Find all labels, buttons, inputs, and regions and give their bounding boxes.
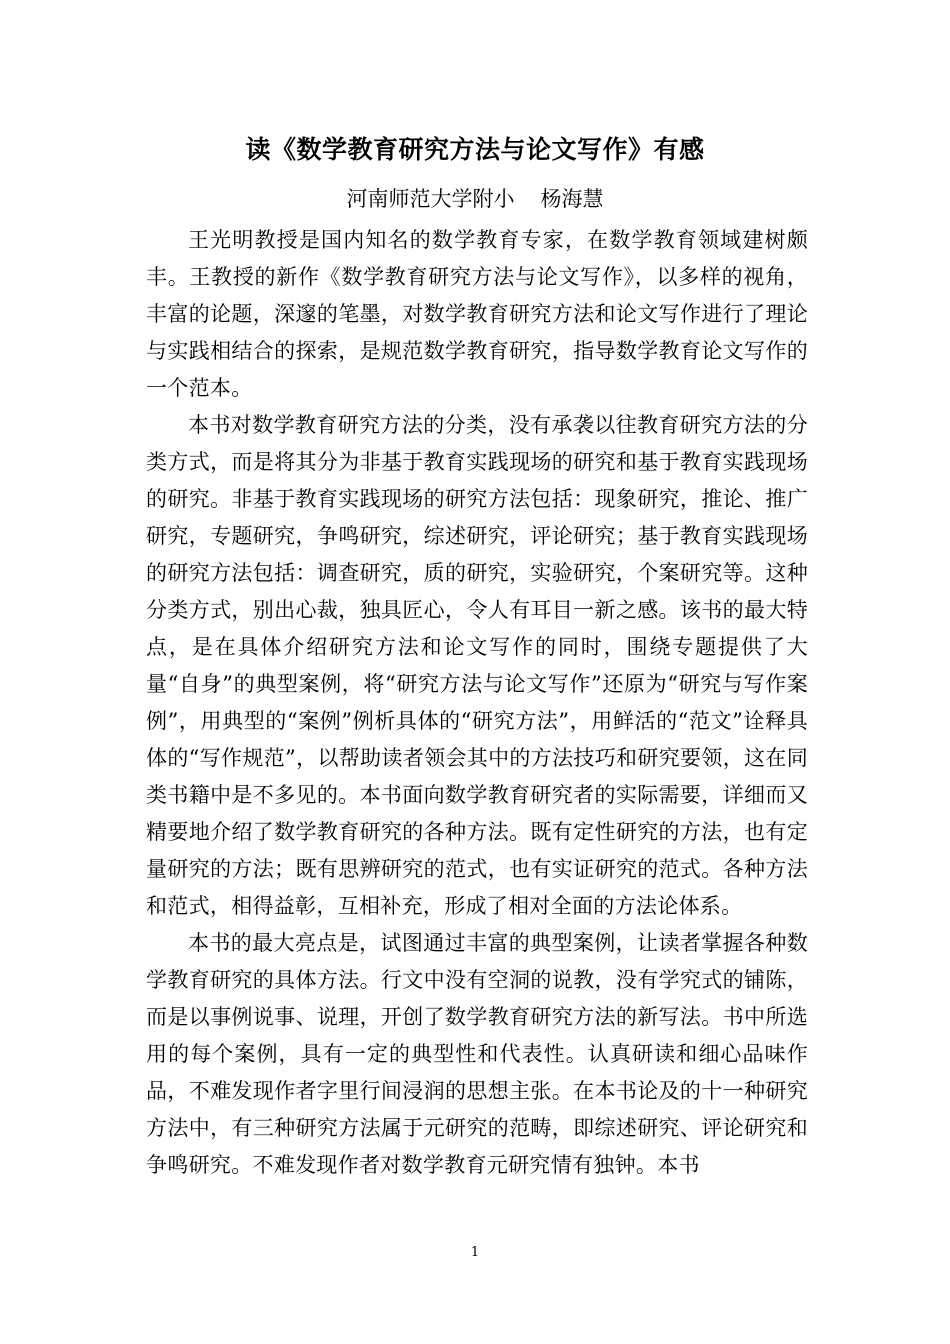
document-body: [146, 222, 808, 1184]
author-affiliation: 河南师范大学附小: [346, 187, 515, 211]
body-paragraph-2: 本书对数学教育研究方法的分类，没有承袭以往教育研究方法的分类方式，而是将其分为非基于教育实践现场的研究和基于教育实践现场的研究。非基于教育实践现场的研究方法包括：现象研究，推论、推广研究，专题研究，争鸣研究，综述研究，评论研究；基于教育实践现场的研究方法包括：调查研究，质的研究，实验研究，个案研究等。这种分类方式，别出心裁，独具匠心，令人有耳目一新之感。该书的最大特点，是在具体介绍研究方法和论文写作的同时，围绕专题提供了大量“自身”的典型案例，将“研究方法与论文写作”还原为“研究与写作案例”，用典型的“案例”例析具体的“研究方法”，用鲜活的“范文”诠释具体的“写作规范”，以帮助读者领会其中的方法技巧和研究要领，这在同类书籍中是不多见的。本书面向数学教育研究者的实际需要，详细而又精要地介绍了数学教育研究的各种方法。既有定性研究的方法，也有定量研究的方法；既有思辨研究的范式，也有实证研究的范式。各种方法和范式，相得益彰，互相补充，形成了相对全面的方法论体系。: [146, 413, 808, 918]
body-paragraph-1: 王光明教授是国内知名的数学教育专家，在数学教育领域建树颇丰。王教授的新作《数学教育研究方法与论文写作》，以多样的视角，丰富的论题，深邃的笔墨，对数学教育研究方法和论文写作进行了理论与实践相结合的探索，是规范数学教育研究，指导数学教育论文写作的一个范本。: [146, 228, 808, 400]
page-number: 1: [470, 1245, 480, 1260]
document-title: 读《数学教育研究方法与论文写作》有感: [245, 135, 705, 164]
author-name: 杨海慧: [540, 187, 604, 211]
author-byline: [0, 182, 950, 216]
body-paragraph-3: 本书的最大亮点是，试图通过丰富的典型案例，让读者掌握各种数学教育研究的具体方法。行文中没有空洞的说教，没有学究式的铺陈，而是以事例说事、说理，开创了数学教育研究方法的新写法。书中所选用的每个案例，具有一定的典型性和代表性。认真研读和细心品味作品，不难发现作者字里行间浸润的思想主张。在本书论及的十一种研究方法中，有三种研究方法属于元研究的范畴，即综述研究、评论研究和争鸣研究。不难发现作者对数学教育元研究情有独钟。本书: [146, 931, 808, 1177]
